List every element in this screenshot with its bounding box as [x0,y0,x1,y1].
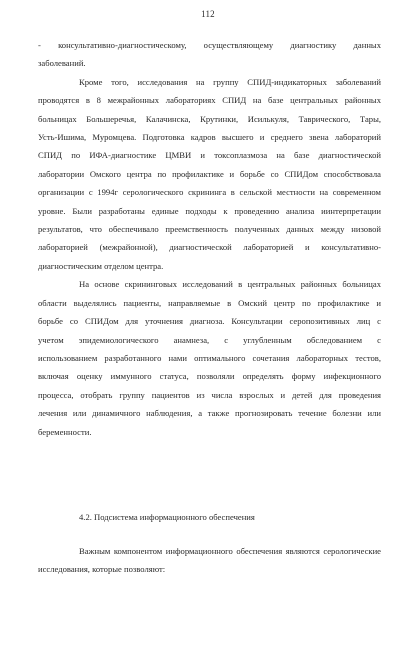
closing-paragraph [38,542,381,579]
paragraph-1 [38,36,381,73]
text-line: организации с 1994г серологического скрининга в сельской местности на современном [38,187,381,198]
text-line: Кроме того, исследования на группу СПИД-индикаторных заболеваний [79,76,381,87]
main-text [38,36,381,441]
text-line: области выделялись пациенты, направляемые в Омский центр по профилактике и [38,297,381,308]
text-line: проводятся в 8 межрайонных лабораториях СПИД на базе центральных районных [38,95,381,106]
text-line: включая оценку иммунного статуса, позволяли определять форму инфекционного [38,371,381,382]
text-line: На основе скрининговых исследований в центральных районных больницах [79,279,381,290]
text-line: процесса, отобрать группу пациентов из числа взрослых и детей для проведения [38,389,381,400]
text-line: использованием разработанного нами оптимального сочетания лабораторных тестов, [38,352,381,363]
text-line: Усть-Ишима, Муромцева. Подготовка кадров высшего и среднего звена лабораторий [38,132,381,143]
paragraph-3 [38,275,381,441]
text-line: результатов, что обеспечивало преемственность полученных данных между низовой [38,224,381,235]
paragraph-2 [38,73,381,275]
text-line: беременности. [38,426,92,437]
text-line: больницах Большеречья, Калачинска, Крутинки, Исилькуля, Таврического, Тары, [38,113,381,124]
text-line: борьбе со СПИДом для уточнения диагноза. Консультации серопозитивных лиц с [38,316,381,327]
text-line: диагностическим отделом центра. [38,260,164,271]
text-line: заболеваний. [38,58,86,69]
text-line: - консультативно-диагностическому, осуществляющему диагностику данных [38,40,381,50]
text-line: СПИД по ИФА-диагностике ЦМВИ и токсоплазмоза на базе диагностической [38,150,381,161]
text-line: лечения или динамичного наблюдения, а также прогнозировать течение болезни или [38,408,381,419]
text-line: уровне. Были разработаны единые подходы к проведению анализа иинтерпретации [38,205,381,216]
text-line: лаборатории Омского центра по профилактике и борьбе со СПИДом способствовала [38,168,381,179]
text-line: лабораторией (межрайонной), диагностической лабораторией и консультативно- [38,242,381,253]
section-heading: 4.2. Подсистема информационного обеспечения [79,512,255,522]
text-line: учетом эпидемиологического анамнеза, с углубленным обследованием с [38,334,381,345]
text-line: исследования, которые позволяют: [38,564,166,575]
text-line: Важным компонентом информационного обеспечения являются серологические [79,546,381,556]
page-number: 112 [201,9,215,19]
